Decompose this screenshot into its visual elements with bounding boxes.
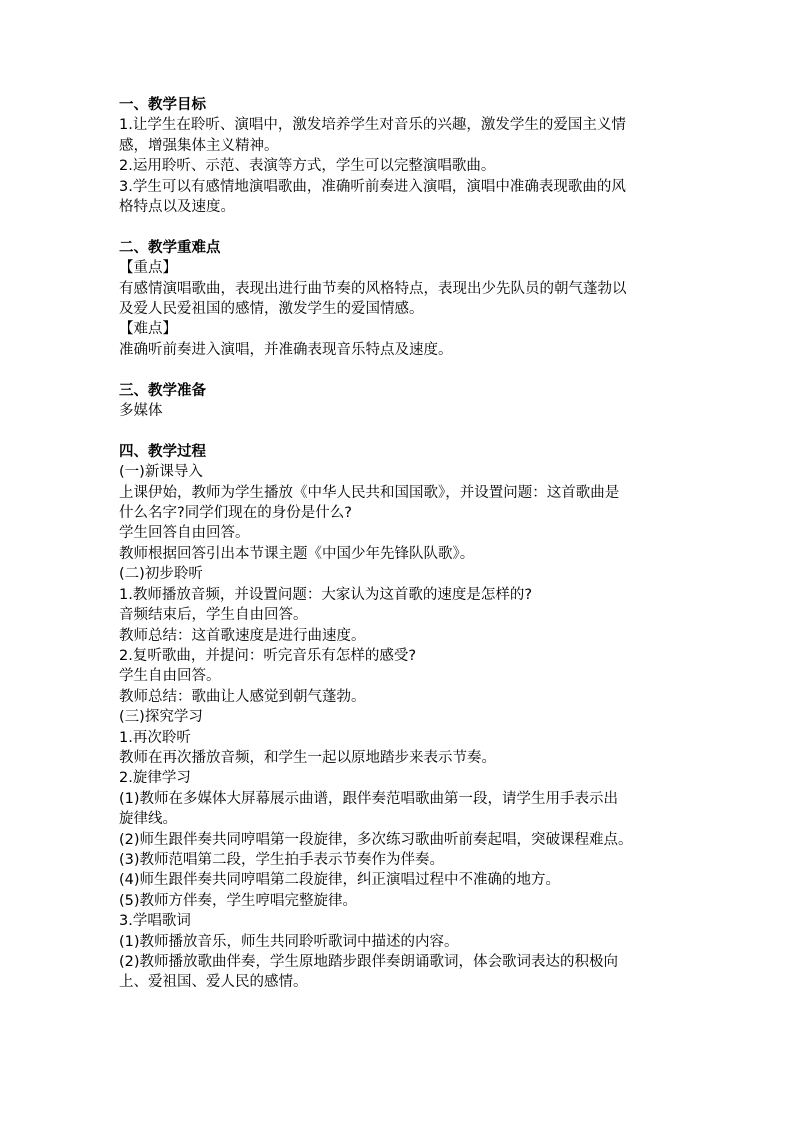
process-line: 上、爱祖国、爱人民的感情。 (119, 974, 308, 991)
process-line: 1.再次聆听 (119, 729, 191, 746)
process-line: 上课伊始，教师为学生播放《中华人民共和国国歌》，并设置问题：这首歌曲是 (119, 484, 620, 501)
process-line: (5)教师方伴奏，学生哼唱完整旋律。 (119, 892, 358, 909)
process-line: 什么名字?同学们现在的身份是什么? (119, 505, 352, 522)
key-points-line: 准确听前奏进入演唱，并准确表现音乐特点及速度。 (119, 341, 453, 358)
process-line: 教师在再次播放音频，和学生一起以原地踏步来表示节奏。 (119, 749, 496, 766)
goals-line: 3.学生可以有感情地演唱歌曲，准确听前奏进入演唱，演唱中准确表现歌曲的风 (119, 178, 626, 195)
process-line: (1)教师在多媒体大屏幕展示曲谱，跟伴奏范唱歌曲第一段，请学生用手表示出 (119, 790, 619, 807)
document-body (119, 95, 689, 993)
goals-line: 1.让学生在聆听、演唱中，激发培养学生对音乐的兴趣，激发学生的爱国主义情 (119, 117, 626, 134)
process-line: 2.旋律学习 (119, 770, 191, 787)
process-line: (一)新课导入 (119, 464, 203, 481)
key-points-line: 及爱人民爱祖国的感情，激发学生的爱国情感。 (119, 301, 424, 318)
section-heading-key-points: 二、教学重难点 (119, 239, 221, 256)
process-line: 教师根据回答引出本节课主题《中国少年先锋队队歌》。 (119, 545, 475, 562)
key-points-line: 【重点】 (119, 260, 177, 277)
process-line: (三)探究学习 (119, 709, 203, 726)
process-line: (3)教师范唱第二段，学生拍手表示节奏作为伴奏。 (119, 851, 445, 868)
section-spacer (119, 360, 689, 380)
process-line: 音频结束后，学生自由回答。 (119, 607, 308, 624)
key-points-line: 【难点】 (119, 321, 177, 338)
process-line: 3.学唱歌词 (119, 913, 191, 930)
process-line: (二)初步聆听 (119, 566, 203, 583)
process-line: 学生回答自由回答。 (119, 525, 250, 542)
process-line: 旋律线。 (119, 811, 177, 828)
preparation-line: 多媒体 (119, 403, 163, 420)
process-line: 学生自由回答。 (119, 668, 221, 685)
process-line: (2)师生跟伴奏共同哼唱第一段旋律，多次练习歌曲听前奏起唱，突破课程难点。 (119, 831, 633, 848)
section-heading-goals: 一、教学目标 (119, 97, 206, 113)
process-line: (1)教师播放音乐，师生共同聆听歌词中描述的内容。 (119, 933, 459, 950)
section-spacer (119, 421, 689, 441)
goals-line: 格特点以及速度。 (119, 199, 235, 216)
process-line: (2)教师播放歌曲伴奏，学生原地踏步跟伴奏朗诵歌词，体会歌词表达的积极向 (119, 954, 619, 971)
process-line: 1.教师播放音频，并设置问题：大家认为这首歌的速度是怎样的? (119, 586, 533, 603)
section-heading-preparation: 三、教学准备 (119, 382, 206, 399)
process-line: (4)师生跟伴奏共同哼唱第二段旋律，纠正演唱过程中不准确的地方。 (119, 872, 561, 889)
process-line: 2.复听歌曲，并提问：听完音乐有怎样的感受? (119, 647, 417, 664)
process-line: 教师总结：歌曲让人感觉到朝气蓬勃。 (119, 688, 366, 705)
goals-line: 感，增强集体主义精神。 (119, 137, 279, 154)
section-heading-process: 四、教学过程 (119, 443, 206, 460)
section-spacer (119, 217, 689, 237)
goals-line: 2.运用聆听、示范、表演等方式，学生可以完整演唱歌曲。 (119, 158, 496, 175)
key-points-line: 有感情演唱歌曲，表现出进行曲节奏的风格特点，表现出少先队员的朝气蓬勃以 (119, 280, 627, 297)
process-line: 教师总结：这首歌速度是进行曲速度。 (119, 627, 366, 644)
